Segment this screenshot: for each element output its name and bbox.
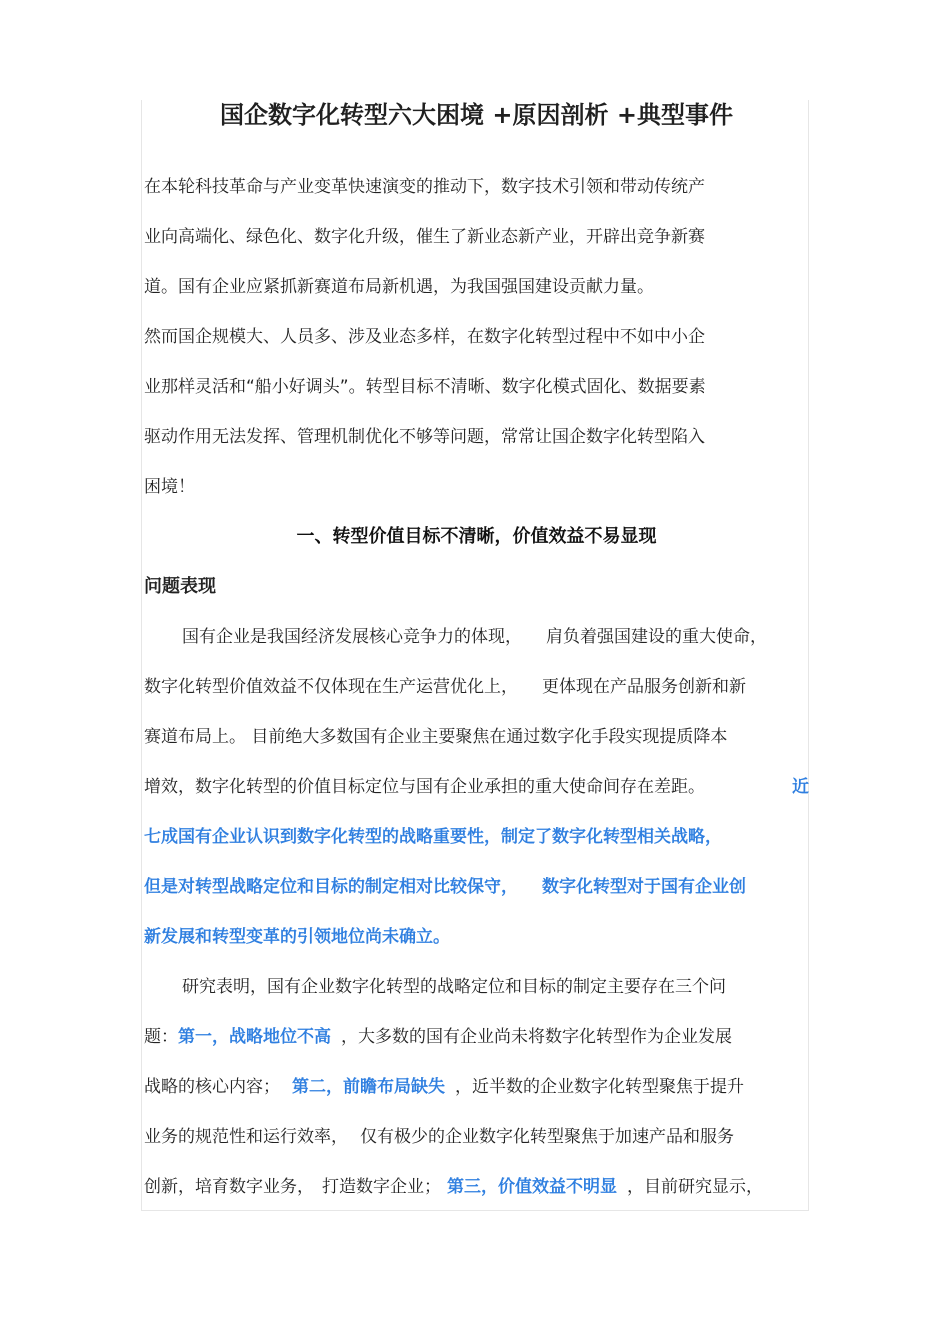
paragraph-line xyxy=(144,1062,809,1112)
paragraph-line xyxy=(144,1162,809,1212)
highlighted-line: 七成国有企业认识到数字化转型的战略重要性，制定了数字化转型相关战略， xyxy=(144,827,722,847)
highlighted-line: 新发展和转型变革的引领地位尚未确立。 xyxy=(144,927,450,947)
highlighted-text: 第三，价值效益不明显 xyxy=(447,1177,617,1197)
page-frame-left xyxy=(141,100,142,1210)
highlighted-text: 第一，战略地位不高 xyxy=(178,1027,331,1047)
text-run: 创新，培育数字业务， xyxy=(144,1177,314,1197)
text-run: ，近半数的企业数字化转型聚焦于提升 xyxy=(455,1077,744,1097)
text-run: 数字化转型价值效益不仅体现在生产运营优化上， xyxy=(144,677,518,697)
paragraph-line: 赛道布局上。 目前绝大多数国有企业主要聚焦在通过数字化手段实现提质降本 xyxy=(144,727,728,747)
highlighted-text: 近 xyxy=(792,777,809,797)
paragraph-line xyxy=(144,762,809,812)
body-paragraph-1 xyxy=(144,612,809,962)
highlighted-text: 但是对转型战略定位和目标的制定相对比较保守， xyxy=(144,877,518,897)
intro-line: 驱动作用无法发挥、管理机制优化不够等问题，常常让国企数字化转型陷入 xyxy=(144,427,705,447)
sub-heading: 问题表现 xyxy=(144,576,216,597)
text-run: 增效，数字化转型的价值目标定位与国有企业承担的重大使命间存在差距。 xyxy=(144,777,705,797)
text-run: ，大多数的国有企业尚未将数字化转型作为企业发展 xyxy=(341,1027,732,1047)
intro-paragraph xyxy=(144,162,809,512)
text-run: 打造数字企业； xyxy=(322,1177,441,1197)
title-spacer xyxy=(144,138,809,162)
text-run: 更体现在产品服务创新和新 xyxy=(542,677,746,697)
paragraph-line xyxy=(144,1112,809,1162)
document-body xyxy=(144,92,809,1212)
paragraph-line xyxy=(144,662,809,712)
intro-line: 困境！ xyxy=(144,477,195,497)
highlighted-text: 第二，前瞻布局缺失 xyxy=(292,1077,445,1097)
highlighted-text: 数字化转型对于国有企业创 xyxy=(542,877,746,897)
text-run: 战略的核心内容； xyxy=(144,1077,280,1097)
text-run: 仅有极少的企业数字化转型聚焦于加速产品和服务 xyxy=(360,1127,734,1147)
intro-line: 业那样灵活和“船小好调头”。转型目标不清晰、数字化模式固化、数据要素 xyxy=(144,377,706,397)
document-title: 国企数字化转型六大困境 +原因剖析 +典型事件 xyxy=(220,101,733,129)
text-run: ，目前研究显示， xyxy=(627,1177,763,1197)
text-run: 题： xyxy=(144,1027,178,1047)
text-run: 业务的规范性和运行效率， xyxy=(144,1127,348,1147)
paragraph-line xyxy=(144,1012,809,1062)
paragraph-line: 研究表明，国有企业数字化转型的战略定位和目标的制定主要存在三个问 xyxy=(182,977,726,997)
intro-line: 业向高端化、绿色化、数字化升级，催生了新业态新产业，开辟出竞争新赛 xyxy=(144,227,705,247)
intro-line: 在本轮科技革命与产业变革快速演变的推动下，数字技术引领和带动传统产 xyxy=(144,177,705,197)
intro-line: 道。国有企业应紧抓新赛道布局新机遇，为我国强国建设贡献力量。 xyxy=(144,277,654,297)
text-run: 国有企业是我国经济发展核心竞争力的体现， xyxy=(182,627,522,647)
highlighted-line xyxy=(144,862,809,912)
intro-line: 然而国企规模大、人员多、涉及业态多样，在数字化转型过程中不如中小企 xyxy=(144,327,705,347)
body-paragraph-2 xyxy=(144,962,809,1212)
paragraph-line xyxy=(144,612,809,662)
text-run: 肩负着强国建设的重大使命， xyxy=(546,627,767,647)
section-heading: 一、转型价值目标不清晰，价值效益不易显现 xyxy=(296,526,657,547)
